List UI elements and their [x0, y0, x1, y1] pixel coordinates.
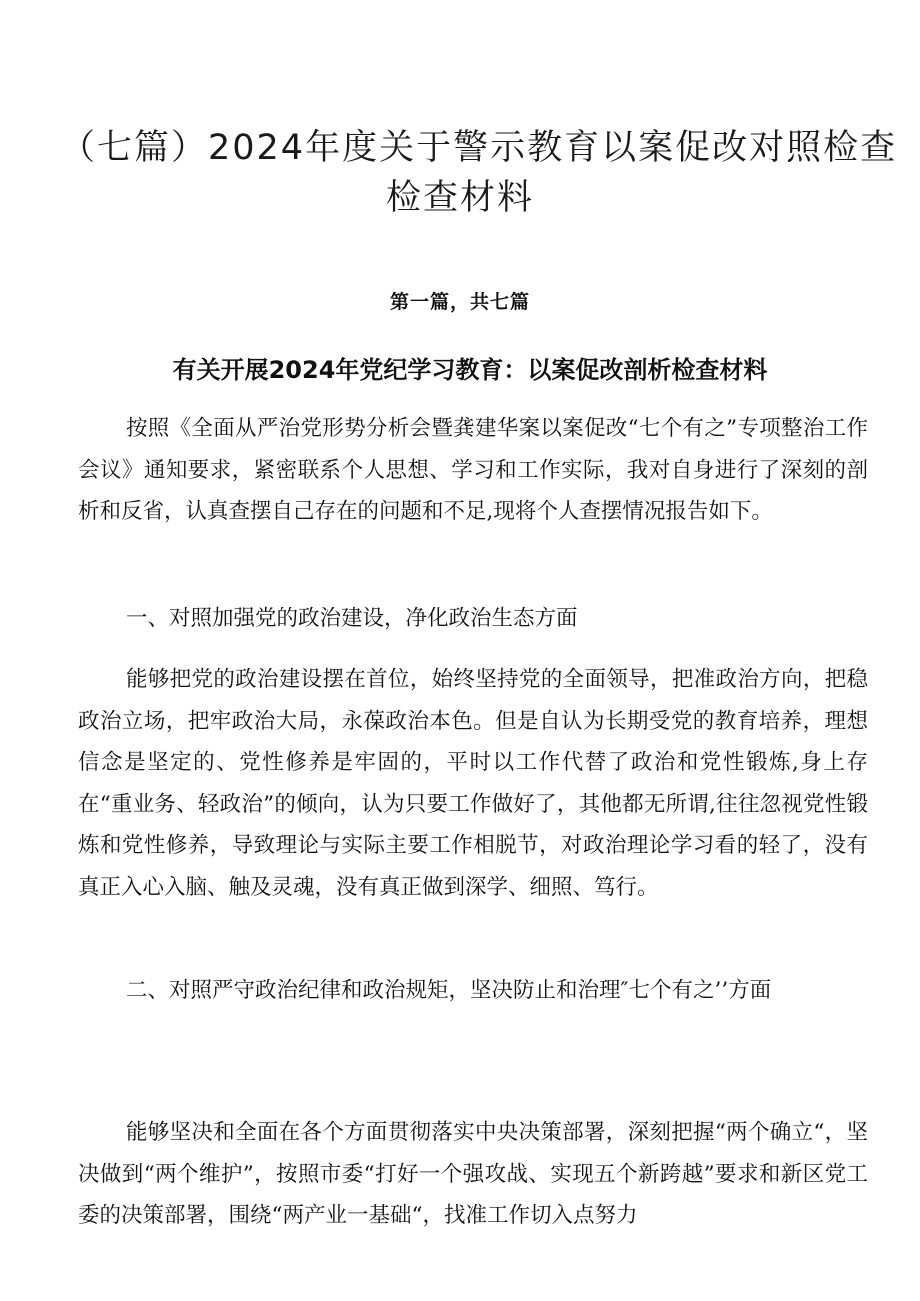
section-heading-1: 一、对照加强党的政治建设，净化政治生态方面: [126, 606, 578, 631]
document-title-line-1: （七篇）2024年度关于警示教育以案促改对照检查: [60, 128, 898, 168]
document-title-line-2: 检查材料: [385, 178, 534, 218]
paragraph-section-1: 能够把党的政治建设摆在首位，始终坚持党的全面领导，把准政治方向，把稳政治立场，把牢政治大局，永葆政治本色。但是自认为长期受党的教育培养，理想信念是坚定的、党性修养是牢固的，平时以工作代替了政治和党性锻炼,身上存在“重业务、轻政治”的倾向，认为只要工作做好了，其他都无所谓,往往忽视党性锻炼和党性修养，导致理论与实际主要工作相脱节，对政治理论学习看的轻了，没有真正入心入脑、触及灵魂，没有真正做到深学、细照、笃行。: [78, 667, 868, 900]
paragraph-section-2: 能够坚决和全面在各个方面贯彻落实中央决策部署，深刻把握“两个确立“，坚决做到“两个维护”，按照市委“打好一个强攻战、实现五个新跨越”要求和新区党工委的决策部署，围绕“两产业一基础“，找准工作切入点努力: [78, 1120, 868, 1228]
section-subtitle: 有关开展2024年党纪学习教育：以案促改剖析检查材料: [172, 356, 768, 384]
paragraph-intro: 按照《全面从严治党形势分析会暨龚建华案以案促改“七个有之”专项整治工作会议》通知要求，紧密联系个人思想、学习和工作实际，我对自身进行了深刻的剖析和反省，认真查摆自己存在的问题和不足,现将个人查摆情况报告如下。: [78, 416, 868, 524]
section-heading-2: 二、对照严守政治纪律和政治规矩，坚决防止和治理″七个有之’’方面: [126, 978, 772, 1003]
part-label: 第一篇，共七篇: [389, 291, 530, 313]
